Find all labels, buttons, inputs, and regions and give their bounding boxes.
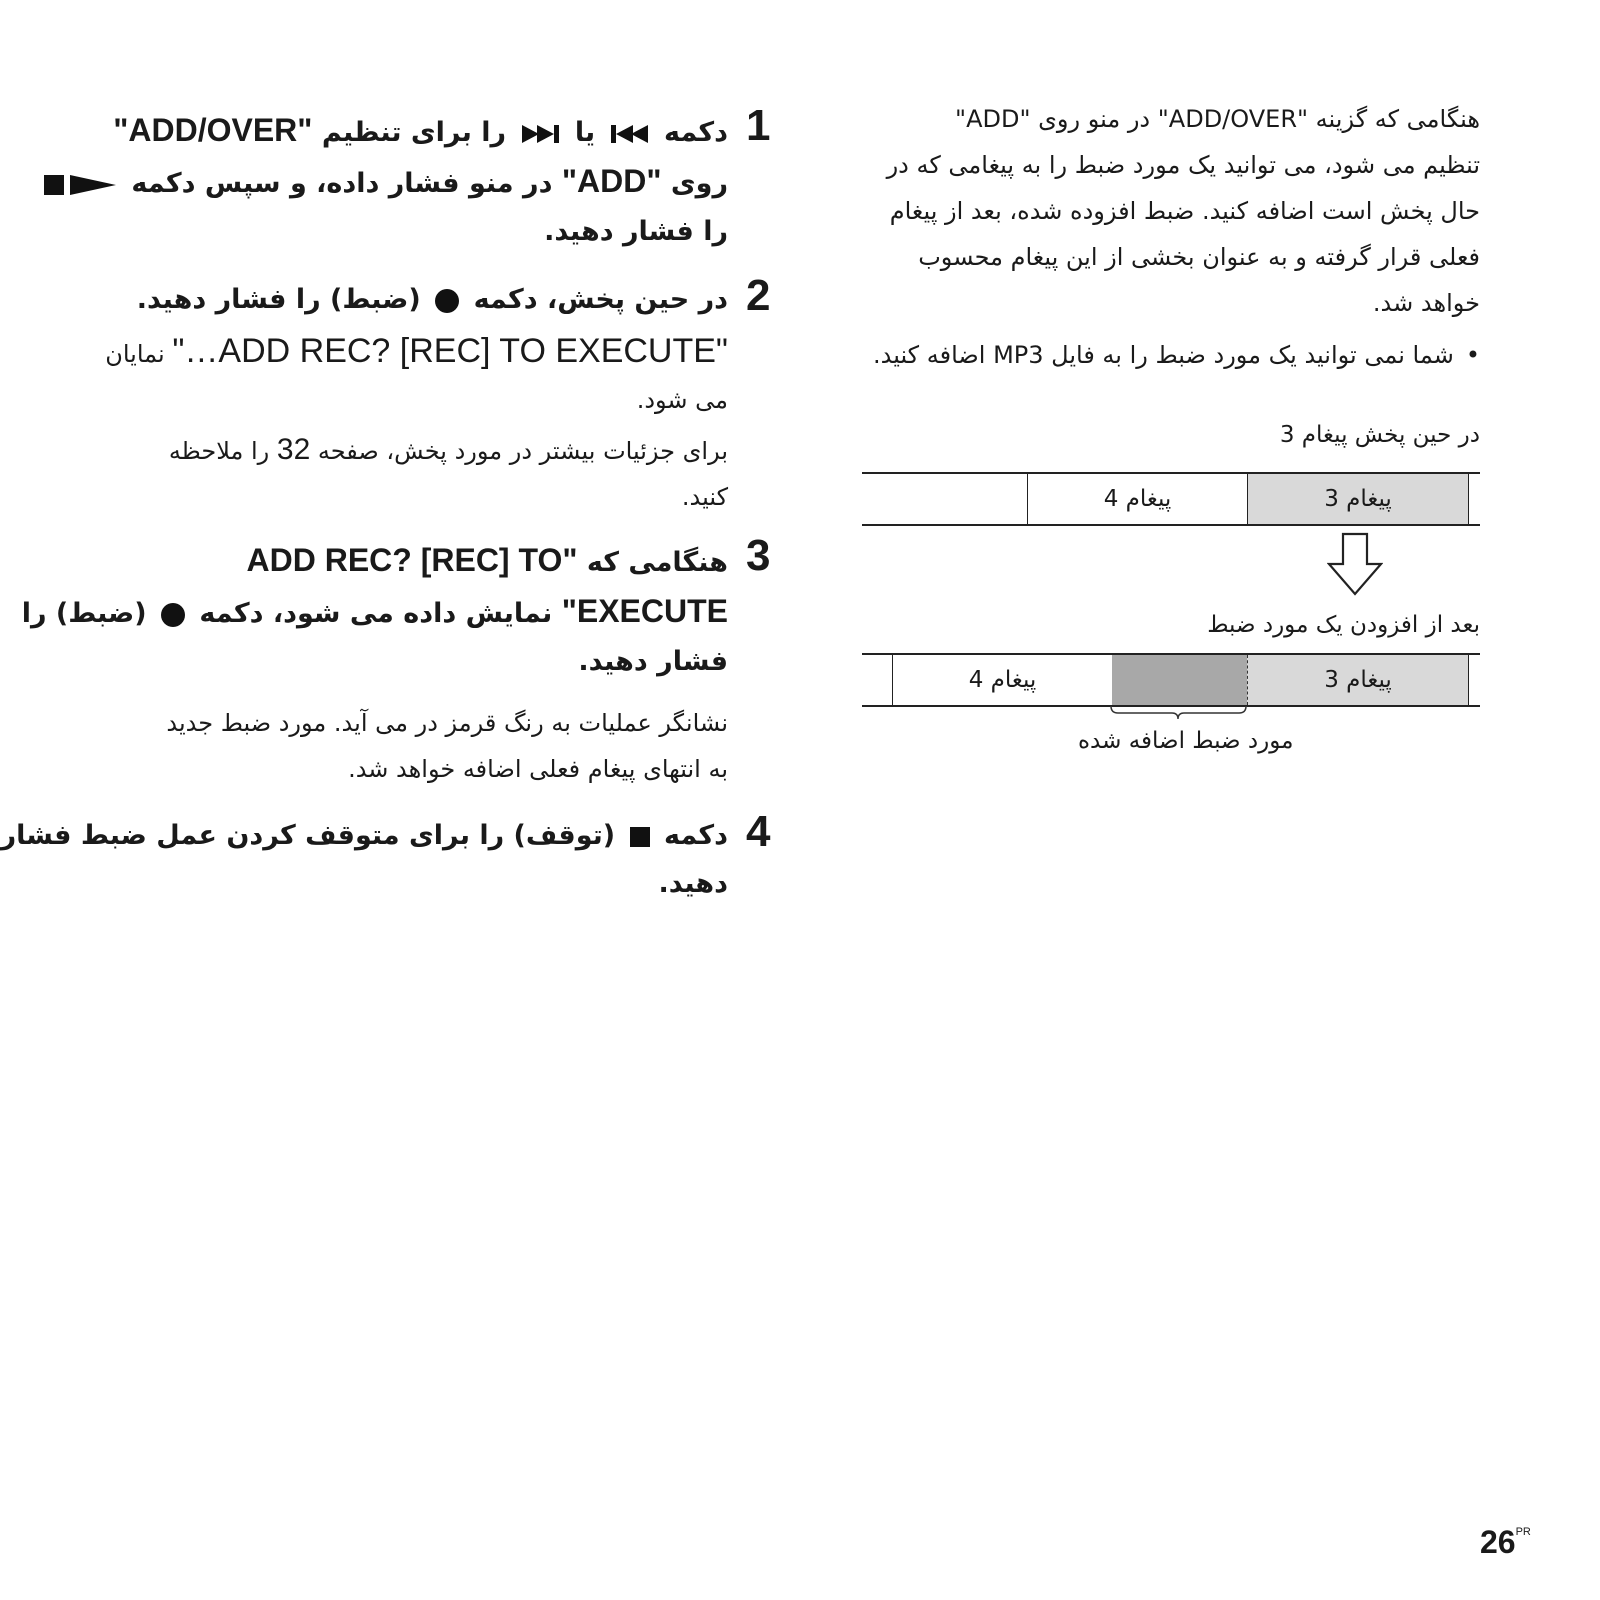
page-number <box>1480 1524 1531 1561</box>
display-message: "ADD REC? [REC] TO EXECUTE…" <box>172 332 728 370</box>
step-4 <box>1 812 728 908</box>
step-text: هنگامی که <box>586 547 728 578</box>
stop-icon <box>629 826 651 848</box>
step-2-body: کنید. <box>681 483 728 511</box>
step-3 <box>22 536 728 792</box>
step-2-body: می شود. <box>636 386 728 414</box>
diagram-label-after: بعد از افزودن یک مورد ضبط <box>1207 612 1480 638</box>
intro-paragraph <box>860 96 1480 326</box>
record-icon <box>160 602 186 628</box>
step-text: "ADD REC? [REC] TO <box>246 542 578 578</box>
step-text: برای جزئیات بیشتر در مورد پخش، صفحه <box>317 437 728 465</box>
note-text: شما نمی توانید یک مورد ضبط را به فایل MP3 اضافه کنید. <box>872 341 1454 369</box>
step-text: را برای تنظیم <box>321 117 507 148</box>
step-text: (ضبط) را <box>21 598 147 629</box>
previous-track-icon <box>609 123 651 145</box>
step-3-body: نشانگر عملیات به رنگ قرمز در می آید. مورد ضبط جدید <box>166 709 728 737</box>
next-track-icon <box>519 123 561 145</box>
record-icon <box>434 288 460 314</box>
segment-added-recording <box>1112 655 1247 705</box>
mp3-note <box>850 332 1480 378</box>
step-number: 1 <box>746 101 771 150</box>
segment-label: پیغام 4 <box>1103 486 1172 512</box>
step-text: (توقف) را برای متوقف کردن عمل ضبط فشار <box>0 820 616 851</box>
intro-line: هنگامی که گزینه "ADD/OVER" در منو روی "ADD" <box>955 105 1480 133</box>
step-number: 3 <box>746 531 771 580</box>
step-1-line <box>38 106 728 157</box>
added-recording-label: مورد ضبط اضافه شده <box>1078 728 1294 754</box>
page-reference: 32 <box>276 433 311 466</box>
intro-line: تنظیم می شود، می توانید یک مورد ضبط را به پیغامی که در <box>886 151 1480 179</box>
step-3-body: به انتهای پیغام فعلی اضافه خواهد شد. <box>348 755 728 783</box>
step-4-heading: دهید. <box>658 868 728 899</box>
step-text: دکمه <box>663 117 728 148</box>
intro-line: حال پخش است اضافه کنید. ضبط افزوده شده، بعد از پیغام <box>889 197 1480 225</box>
step-3-heading <box>22 536 728 587</box>
step-text: دکمه <box>663 820 728 851</box>
step-3-heading: فشار دهید. <box>578 646 728 677</box>
step-text: در منو فشار داده، و سپس دکمه <box>131 168 553 199</box>
step-text: در حین پخش، دکمه <box>473 284 728 315</box>
segment-message-4 <box>1027 474 1247 524</box>
step-number: 4 <box>746 807 771 856</box>
step-text: را ملاحظه <box>168 437 270 465</box>
segment-label: پیغام 3 <box>1324 667 1392 693</box>
bullet-icon: • <box>1465 341 1480 369</box>
segment-label: پیغام 3 <box>1324 486 1392 512</box>
brace-icon <box>1110 705 1247 721</box>
track-empty-segment <box>862 655 892 705</box>
step-text: نمایش داده می شود، دکمه <box>199 598 553 629</box>
segment-message-3 <box>1247 655 1469 705</box>
step-text: EXECUTE" <box>561 593 728 629</box>
step-1-line <box>38 157 728 208</box>
step-1 <box>38 106 728 256</box>
segment-message-4 <box>892 655 1112 705</box>
page-language-code: PR <box>1515 1526 1531 1538</box>
diagram-label-during: در حین پخش پیغام 3 <box>1279 422 1480 448</box>
intro-line: خواهد شد. <box>1372 289 1480 317</box>
step-text: "ADD/OVER" <box>113 112 313 148</box>
step-text: (ضبط) را فشار دهید. <box>136 284 421 315</box>
segment-label: پیغام 4 <box>968 667 1037 693</box>
segment-message-3 <box>1247 474 1469 524</box>
page-number-value: 26 <box>1480 1524 1516 1560</box>
step-2 <box>105 276 728 520</box>
track-empty-segment <box>862 474 1027 524</box>
step-text: "ADD" <box>561 163 662 199</box>
track-after <box>862 653 1480 707</box>
step-3-heading <box>22 587 728 638</box>
step-text: نمایان <box>105 340 165 368</box>
step-2-heading <box>105 276 728 324</box>
track-before <box>862 472 1480 526</box>
step-2-body <box>105 427 728 474</box>
step-1-line: را فشار دهید. <box>544 216 728 247</box>
step-text: یا <box>574 117 596 148</box>
intro-line: فعلی قرار گرفته و به عنوان بخشی از این پیغام محسوب <box>918 243 1480 271</box>
down-arrow-icon <box>1327 532 1383 598</box>
step-text: روی <box>670 168 728 199</box>
play-stop-icon <box>42 173 118 197</box>
step-4-heading <box>1 812 728 860</box>
step-number: 2 <box>746 271 771 320</box>
step-2-body <box>105 328 728 377</box>
